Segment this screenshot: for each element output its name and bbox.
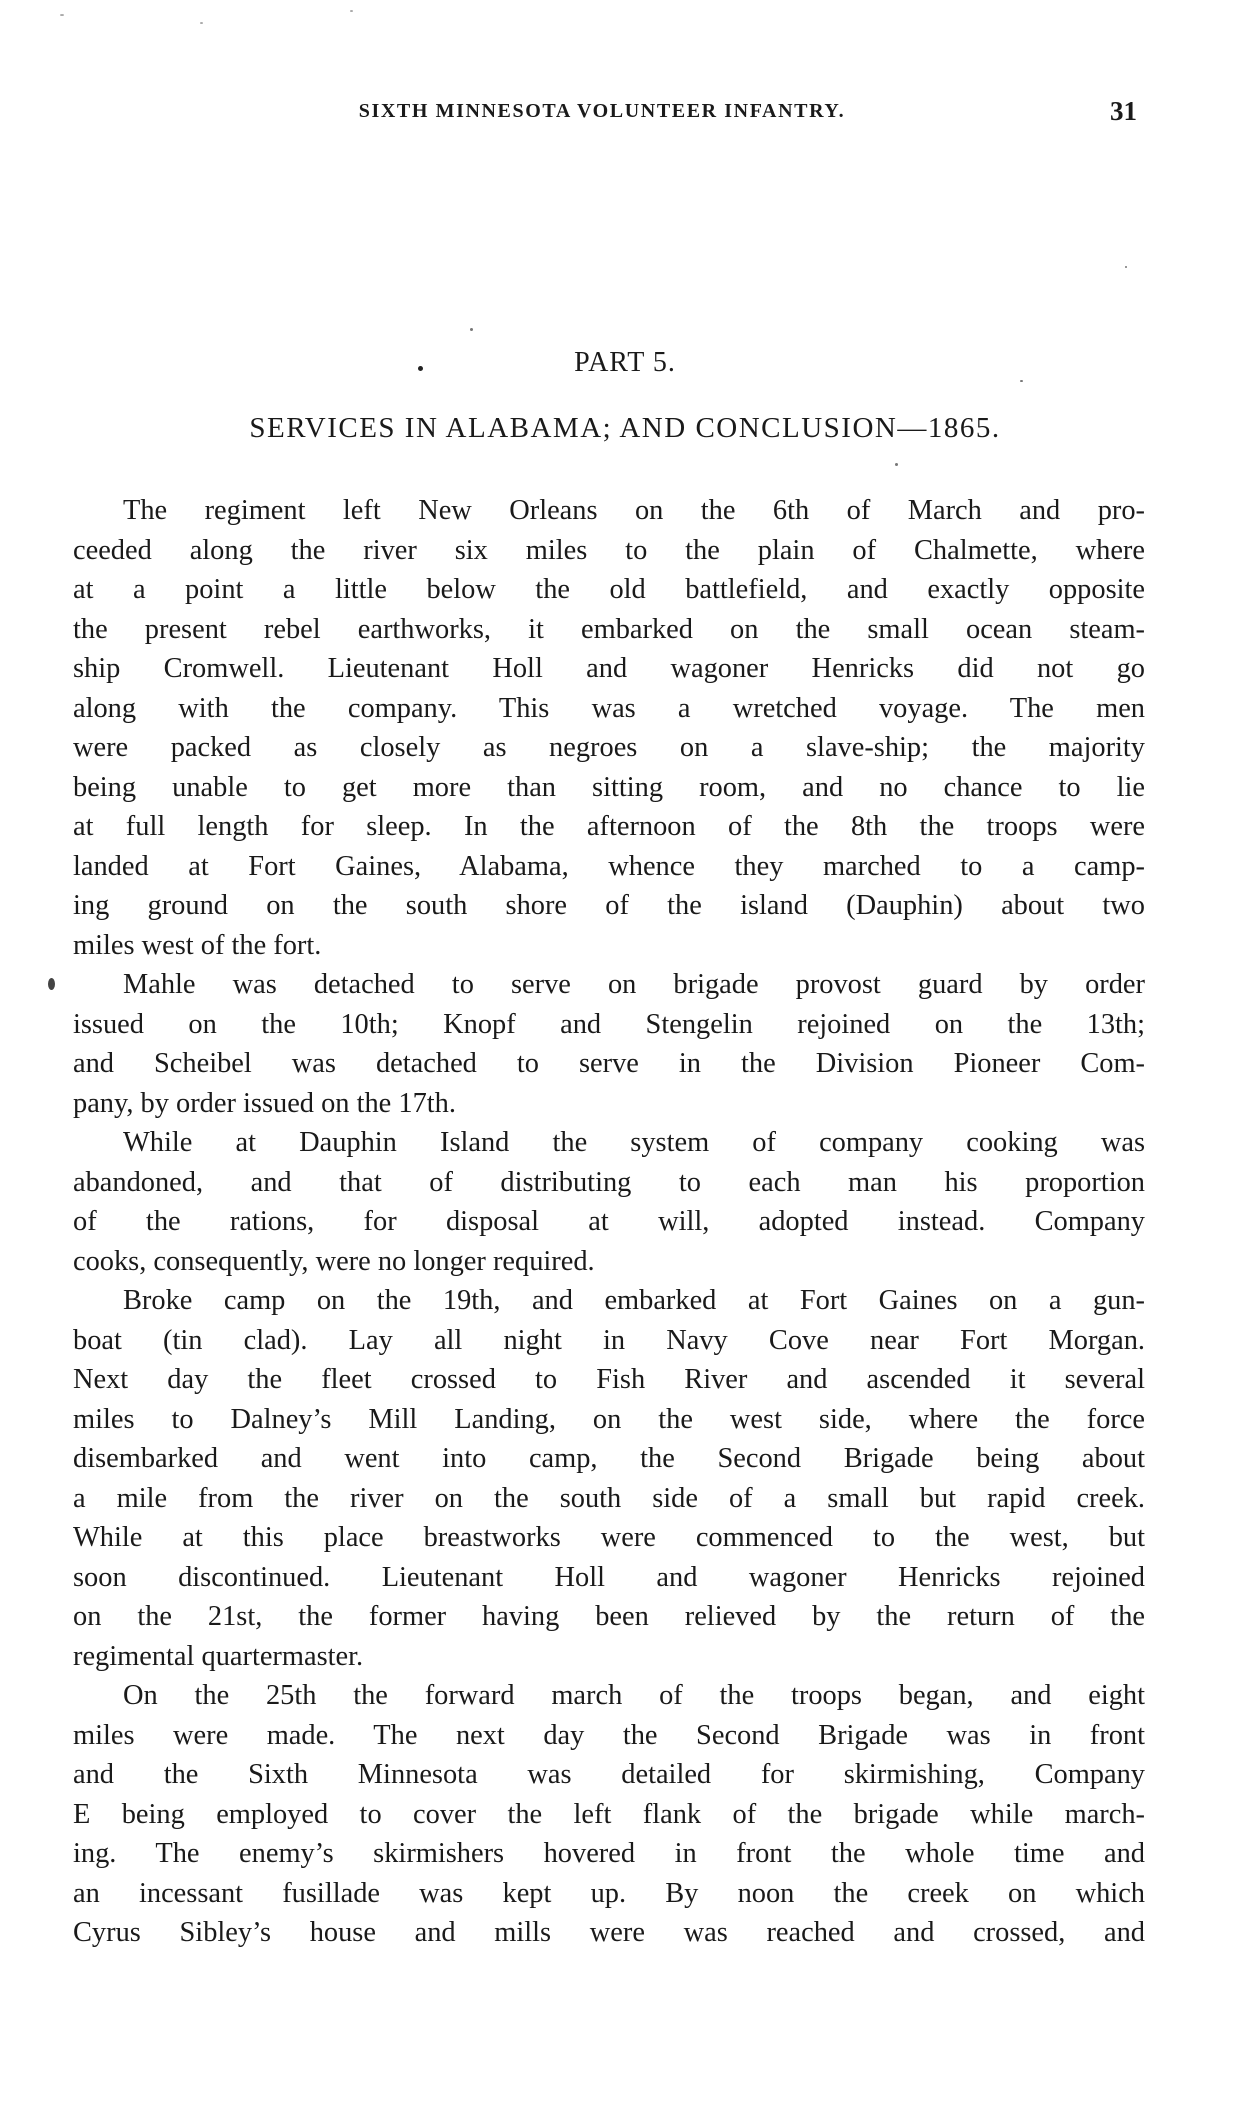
text-line: soon discontinued. Lieutenant Holl and wagoner Henricks rejoined bbox=[73, 1561, 1145, 1593]
text-line: cooks, consequently, were no longer required. bbox=[73, 1245, 595, 1277]
scan-speck bbox=[350, 10, 353, 12]
text-line: boat (tin clad). Lay all night in Navy Cove near Fort Morgan. bbox=[73, 1324, 1145, 1356]
text-line: abandoned, and that of distributing to each man his proportion bbox=[73, 1166, 1145, 1198]
page-number: 31 bbox=[1110, 96, 1137, 126]
text-line: being unable to get more than sitting room, and no chance to lie bbox=[73, 771, 1145, 803]
text-line: miles west of the fort. bbox=[73, 929, 322, 961]
paragraph bbox=[73, 965, 1145, 1123]
text-line: and the Sixth Minnesota was detailed for skirmishing, Company bbox=[73, 1759, 1145, 1790]
text-line: ceeded along the river six miles to the plain of Chalmette, where bbox=[73, 534, 1145, 566]
text-line: of the rations, for disposal at will, adopted instead. Company bbox=[73, 1206, 1145, 1237]
running-head-title: SIXTH MINNESOTA VOLUNTEER INFANTRY. bbox=[358, 100, 846, 122]
text-line: disembarked and went into camp, the Second Brigade being about bbox=[73, 1443, 1145, 1474]
text-line: The regiment left New Orleans on the 6th of March and pro- bbox=[123, 495, 1145, 526]
text-line: at a point a little below the old battlefield, and exactly opposite bbox=[73, 574, 1145, 605]
text-line: a mile from the river on the south side of a small but rapid creek. bbox=[73, 1482, 1145, 1514]
scan-speck bbox=[48, 978, 55, 990]
text-line: Mahle was detached to serve on brigade provost guard by order bbox=[123, 969, 1145, 1000]
scan-speck bbox=[1125, 266, 1127, 268]
section-heading: SERVICES IN ALABAMA; AND CONCLUSION—1865. bbox=[249, 412, 1001, 444]
text-line: ing. The enemy’s skirmishers hovered in front the whole time and bbox=[73, 1838, 1145, 1869]
scan-speck bbox=[895, 463, 898, 466]
text-line: On the 25th the forward march of the troops began, and eight bbox=[123, 1680, 1145, 1711]
text-line: issued on the 10th; Knopf and Stengelin rejoined on the 13th; bbox=[73, 1008, 1145, 1040]
text-line: ing ground on the south shore of the island (Dauphin) about two bbox=[73, 890, 1145, 921]
paragraph bbox=[73, 1281, 1145, 1676]
paragraph bbox=[73, 491, 1145, 965]
text-line: an incessant fusillade was kept up. By noon the creek on which bbox=[73, 1877, 1145, 1909]
paragraph bbox=[73, 1676, 1145, 1953]
text-line: landed at Fort Gaines, Alabama, whence they marched to a camp- bbox=[73, 850, 1145, 882]
text-line: E being employed to cover the left flank of the brigade while march- bbox=[73, 1798, 1145, 1830]
scan-speck bbox=[1020, 380, 1023, 382]
text-line: ship Cromwell. Lieutenant Holl and wagoner Henricks did not go bbox=[73, 653, 1145, 684]
text-line: Cyrus Sibley’s house and mills were was reached and crossed, and bbox=[73, 1917, 1145, 1948]
scan-speck bbox=[470, 328, 473, 331]
paragraph bbox=[73, 1123, 1145, 1281]
text-line: were packed as closely as negroes on a slave-ship; the majority bbox=[73, 732, 1145, 763]
part-heading: PART 5. bbox=[574, 347, 676, 378]
text-line: and Scheibel was detached to serve in the Division Pioneer Com- bbox=[73, 1048, 1145, 1079]
text-line: along with the company. This was a wretched voyage. The men bbox=[73, 692, 1145, 724]
text-line: While at this place breastworks were commenced to the west, but bbox=[73, 1522, 1145, 1553]
text-line: Broke camp on the 19th, and embarked at Fort Gaines on a gun- bbox=[123, 1285, 1145, 1316]
text-line: the present rebel earthworks, it embarked on the small ocean steam- bbox=[73, 613, 1145, 645]
text-line: pany, by order issued on the 17th. bbox=[73, 1087, 456, 1119]
text-line: on the 21st, the former having been relieved by the return of the bbox=[73, 1601, 1145, 1632]
text-line: regimental quartermaster. bbox=[73, 1640, 364, 1672]
scan-speck bbox=[60, 14, 64, 16]
body-text bbox=[73, 491, 1145, 1953]
text-line: at full length for sleep. In the afternoon of the 8th the troops were bbox=[73, 811, 1145, 842]
text-line: While at Dauphin Island the system of company cooking was bbox=[123, 1127, 1145, 1158]
scan-speck bbox=[200, 22, 203, 24]
text-line: miles to Dalney’s Mill Landing, on the west side, where the force bbox=[73, 1403, 1145, 1435]
text-line: Next day the fleet crossed to Fish River and ascended it several bbox=[73, 1364, 1145, 1395]
text-line: miles were made. The next day the Second Brigade was in front bbox=[73, 1719, 1145, 1751]
